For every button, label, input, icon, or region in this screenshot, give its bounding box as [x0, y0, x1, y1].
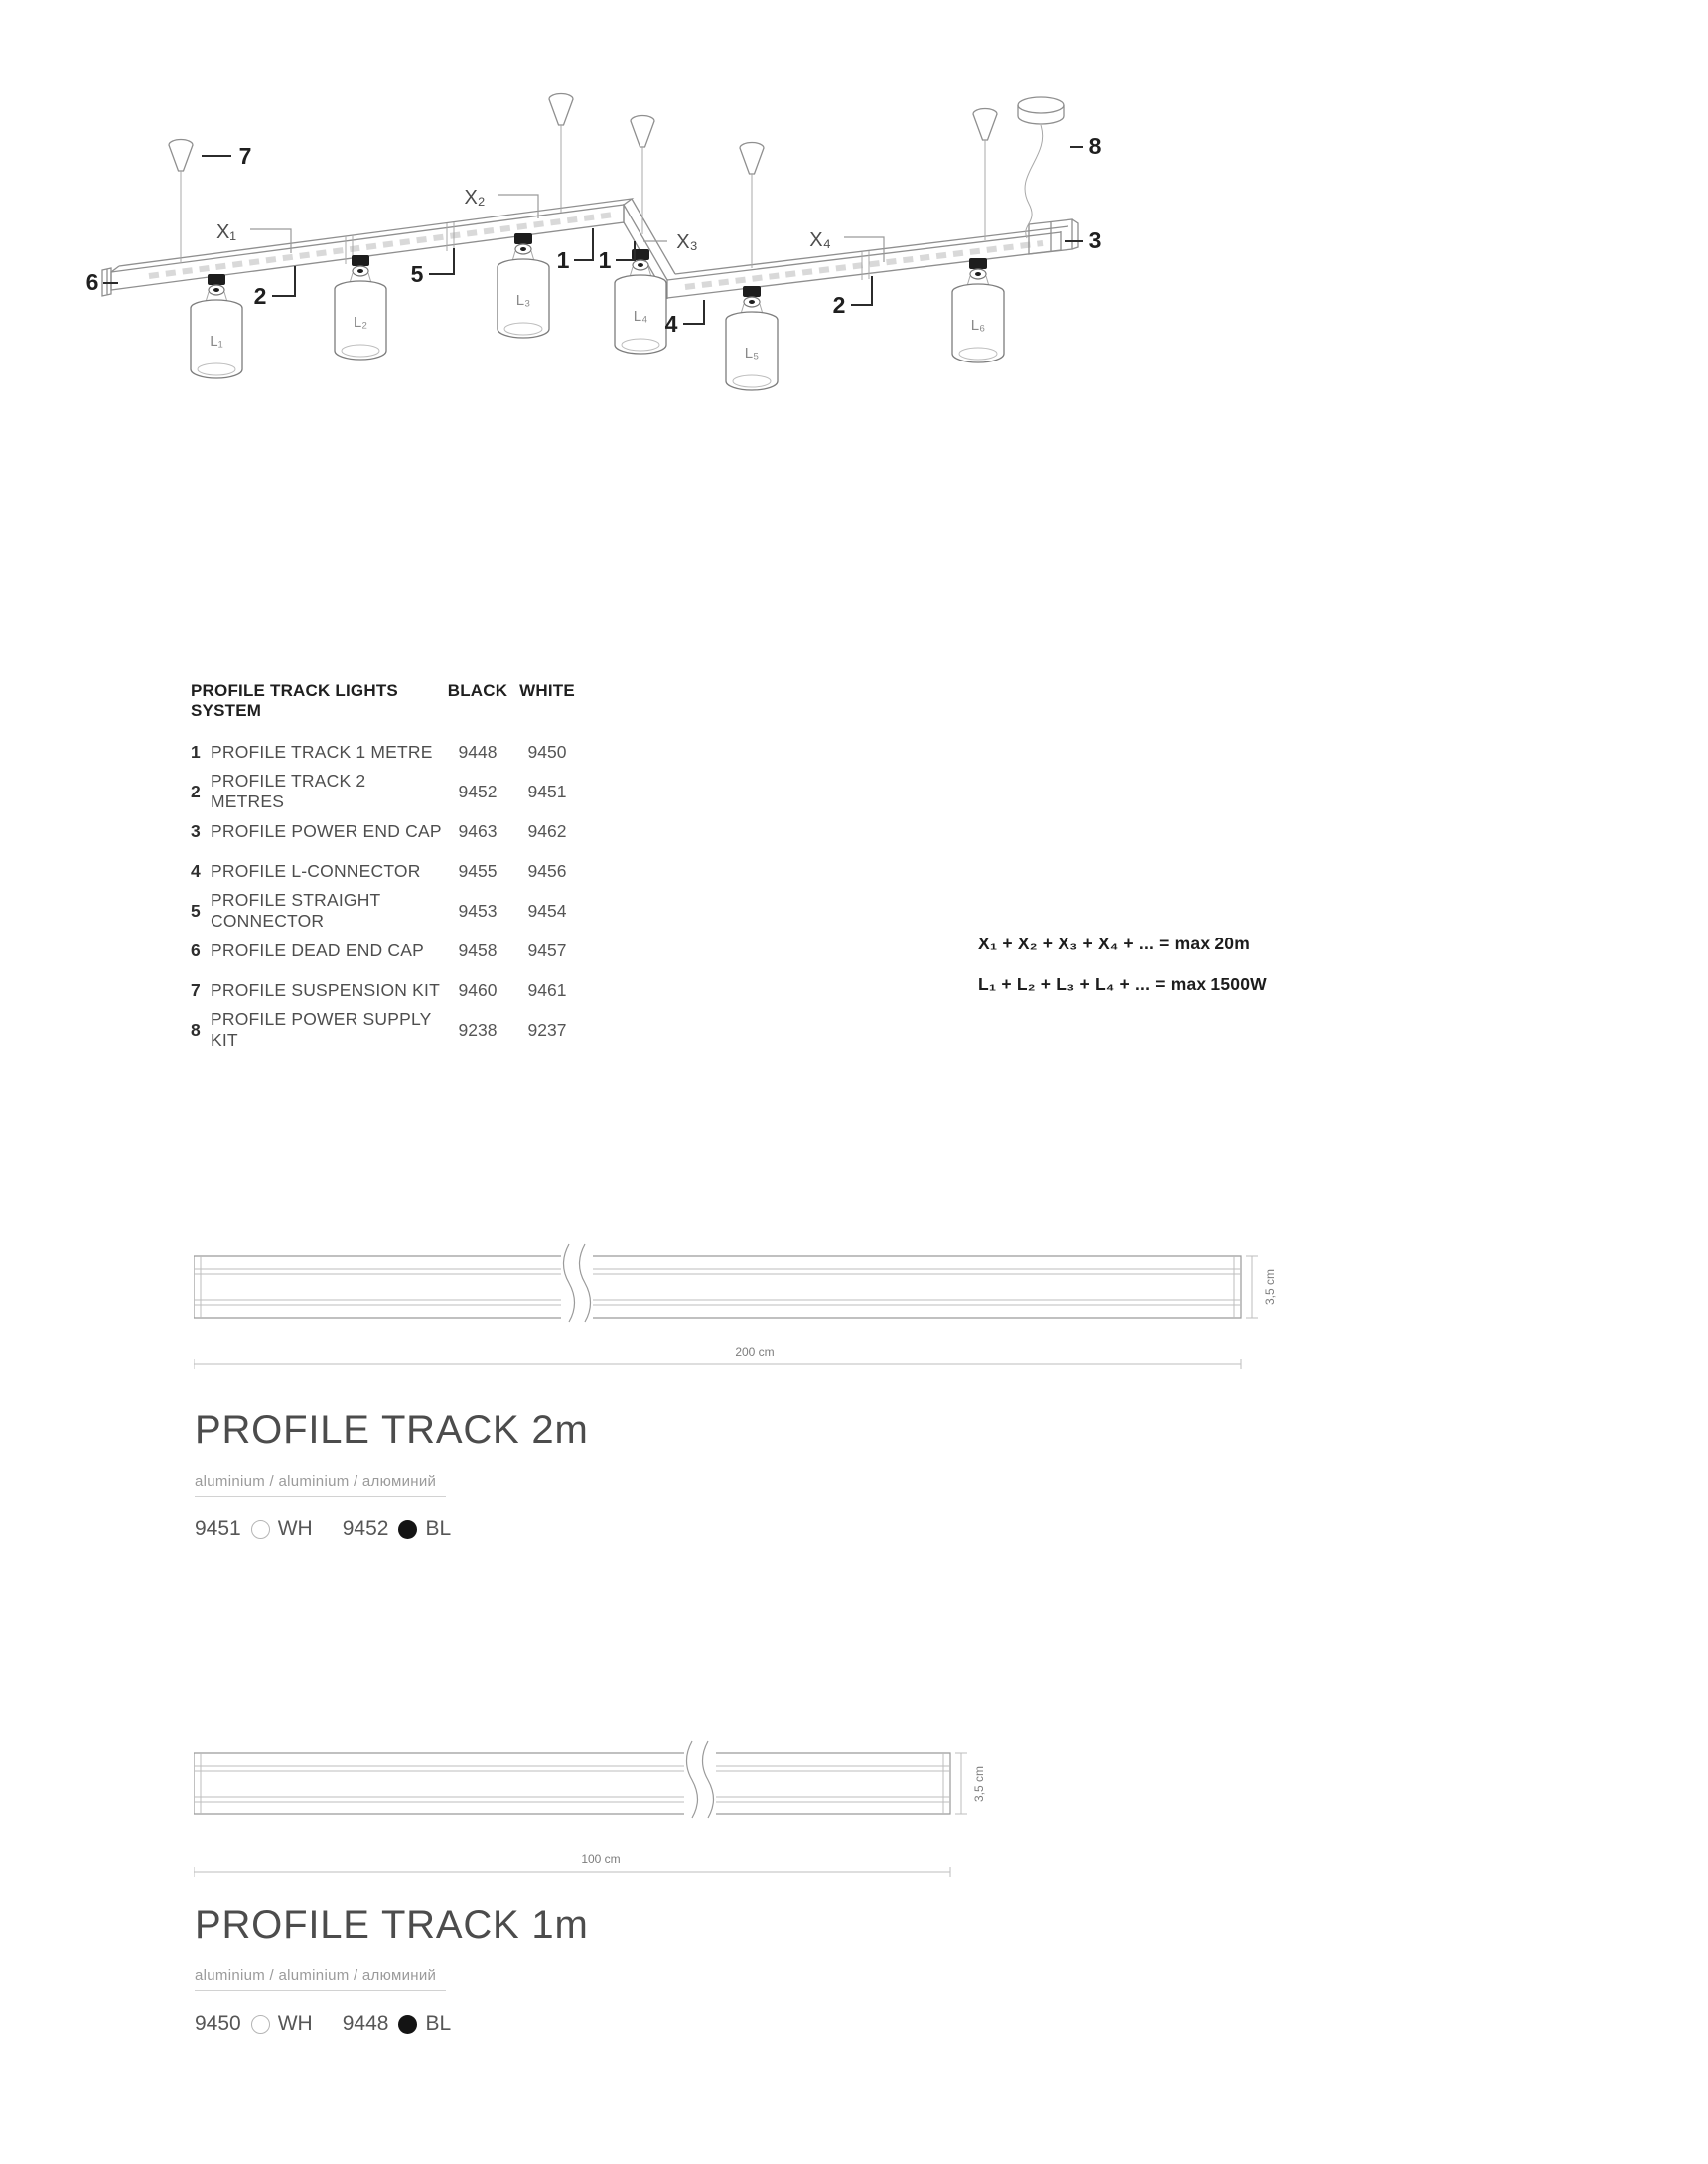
column-white: WHITE — [519, 681, 575, 700]
row-num: 5 — [191, 900, 201, 921]
light-label: L₁ — [210, 333, 223, 350]
code-group — [343, 2012, 451, 2036]
table-row — [191, 851, 582, 891]
suspension-kit-cones — [169, 94, 997, 269]
track-run-1 — [111, 199, 632, 290]
section-title-2m: PROFILE TRACK 2m — [195, 1408, 589, 1452]
height-dimension-label: 3,5 cm — [972, 1765, 986, 1803]
white-color-dot-icon — [251, 1520, 270, 1539]
row-name: PROFILE POWER SUPPLY KIT — [211, 1009, 432, 1050]
product-code: 9451 — [195, 1517, 241, 1540]
table-row — [191, 732, 582, 772]
table-row — [191, 931, 582, 970]
section-materials-1m-wrap — [195, 1967, 446, 1991]
variant-label: BL — [425, 2012, 452, 2035]
row-name: PROFILE SUSPENSION KIT — [211, 979, 440, 1000]
black-color-dot-icon — [398, 2015, 417, 2034]
spot-light-2 — [335, 255, 386, 360]
row-code-black: 9448 — [458, 741, 498, 762]
code-group — [195, 2012, 313, 2036]
row-name: PROFILE L-CONNECTOR — [211, 860, 421, 881]
column-black: BLACK — [447, 681, 508, 700]
row-code-white: 9237 — [527, 1019, 567, 1040]
variant-label: WH — [277, 2012, 313, 2035]
callout-1b: 1 — [598, 247, 612, 273]
spot-light-5 — [726, 286, 778, 390]
height-dimension-line — [955, 1753, 967, 1814]
track-2m-drawing — [194, 1236, 1346, 1385]
row-num: 8 — [191, 1019, 201, 1040]
callout-8: 8 — [1088, 133, 1102, 159]
code-group — [195, 1517, 313, 1541]
parts-table-header — [191, 681, 582, 721]
parts-table-title: PROFILE TRACK LIGHTS SYSTEM — [191, 681, 398, 720]
callout-4: 4 — [664, 311, 678, 337]
light-label: L₄ — [633, 308, 648, 325]
white-color-dot-icon — [251, 2015, 270, 2034]
conductor-strip — [685, 243, 1043, 287]
row-name: PROFILE TRACK 1 METRE — [211, 741, 433, 762]
callout-1a: 1 — [556, 247, 570, 273]
row-num: 2 — [191, 781, 201, 801]
row-num: 3 — [191, 820, 201, 841]
length-dimension-line — [194, 1359, 1241, 1369]
section-materials-2m-wrap — [195, 1473, 446, 1497]
row-code-black: 9455 — [458, 860, 498, 881]
product-code: 9448 — [342, 2012, 389, 2035]
variant-label: WH — [277, 1517, 313, 1540]
spot-light-3 — [498, 233, 549, 338]
row-code-white: 9456 — [527, 860, 567, 881]
row-name: PROFILE POWER END CAP — [211, 820, 442, 841]
section-materials-1m: aluminium / aluminium / алюминий — [195, 1967, 446, 1991]
light-label: L₃ — [515, 292, 531, 309]
max-length-formula: X₁ + X₂ + X₃ + X₄ + ... = max 20m — [978, 934, 1250, 953]
row-code-white: 9451 — [527, 781, 567, 801]
row-num: 7 — [191, 979, 201, 1000]
section-codes-2m — [195, 1517, 451, 1541]
row-name: PROFILE TRACK 2 METRES — [211, 771, 366, 811]
black-color-dot-icon — [398, 1520, 417, 1539]
parts-table — [191, 681, 582, 1050]
table-row — [191, 970, 582, 1010]
light-label: L₅ — [744, 345, 760, 361]
track-1m-drawing — [194, 1733, 1068, 1892]
callout-6: 6 — [85, 269, 99, 295]
segment-x1: X₁ — [215, 221, 237, 243]
row-num: 6 — [191, 939, 201, 960]
row-code-white: 9461 — [527, 979, 567, 1000]
code-group — [343, 1517, 451, 1541]
row-name: PROFILE DEAD END CAP — [211, 939, 425, 960]
spot-light-6 — [952, 258, 1004, 362]
row-name: PROFILE STRAIGHT CONNECTOR — [211, 890, 381, 931]
callout-7: 7 — [238, 143, 252, 169]
height-dimension-label: 3,5 cm — [1263, 1268, 1277, 1306]
section-codes-1m — [195, 2012, 451, 2036]
segment-labels — [216, 187, 884, 262]
row-num: 4 — [191, 860, 201, 881]
product-code: 9450 — [195, 2012, 241, 2035]
table-row — [191, 891, 582, 931]
row-code-black: 9463 — [458, 820, 498, 841]
row-code-white: 9462 — [527, 820, 567, 841]
length-dimension-label: 200 cm — [735, 1345, 775, 1359]
power-end-cap — [1029, 219, 1078, 254]
row-code-white: 9454 — [527, 900, 567, 921]
system-limits — [978, 924, 1267, 1005]
row-code-white: 9457 — [527, 939, 567, 960]
row-code-black: 9238 — [458, 1019, 498, 1040]
segment-x3: X₃ — [676, 231, 698, 253]
table-row — [191, 772, 582, 811]
power-supply-kit — [1018, 97, 1064, 238]
length-dimension-label: 100 cm — [581, 1852, 621, 1866]
height-dimension-line — [1246, 1256, 1258, 1318]
section-materials-2m: aluminium / aluminium / алюминий — [195, 1473, 446, 1497]
light-label: L₂ — [353, 314, 368, 331]
max-power-formula: L₁ + L₂ + L₃ + L₄ + ... = max 1500W — [978, 974, 1267, 994]
variant-label: BL — [425, 1517, 452, 1540]
table-row — [191, 811, 582, 851]
row-code-black: 9453 — [458, 900, 498, 921]
row-num: 1 — [191, 741, 201, 762]
callout-2a: 2 — [253, 283, 267, 309]
segment-x2: X₂ — [464, 187, 486, 209]
row-code-white: 9450 — [527, 741, 567, 762]
callout-5: 5 — [410, 261, 424, 287]
product-code: 9452 — [342, 1517, 389, 1540]
length-dimension-line — [194, 1867, 950, 1877]
track-system-diagram — [0, 0, 1708, 427]
light-label: L₆ — [970, 317, 986, 334]
callout-3: 3 — [1088, 227, 1102, 253]
section-title-1m: PROFILE TRACK 1m — [195, 1903, 589, 1947]
row-code-black: 9452 — [458, 781, 498, 801]
table-row — [191, 1010, 582, 1050]
callout-2b: 2 — [832, 292, 846, 318]
spot-light-1 — [191, 274, 242, 378]
segment-x4: X₄ — [809, 229, 831, 251]
row-code-black: 9458 — [458, 939, 498, 960]
row-code-black: 9460 — [458, 979, 498, 1000]
